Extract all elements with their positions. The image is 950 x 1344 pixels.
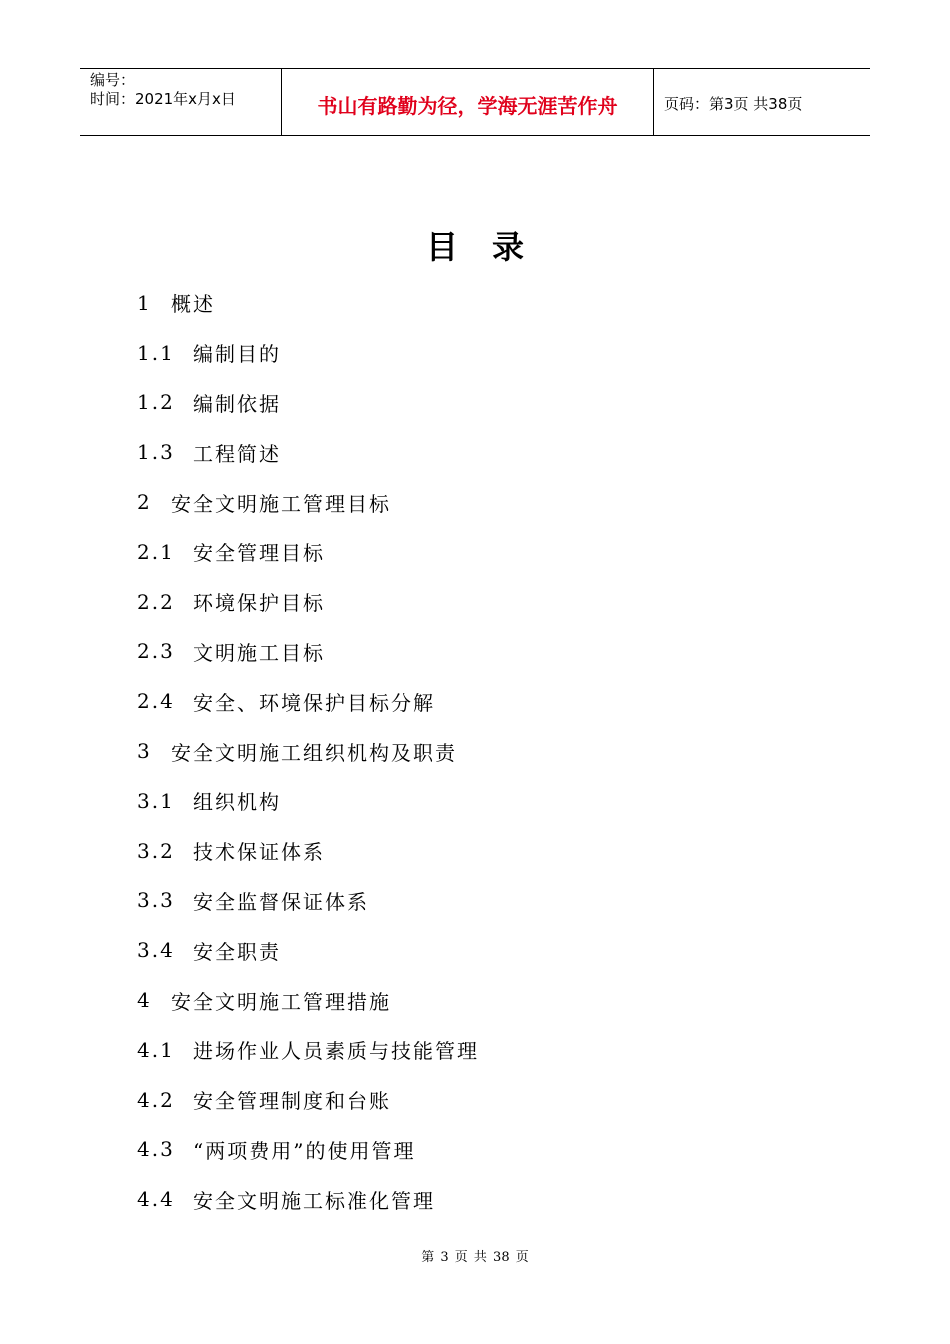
toc-entry-number: 1.3 [137,440,175,465]
toc-entry-number: 3.4 [137,938,175,963]
toc-entry-number: 2.2 [137,589,175,614]
toc-entry-number: 1.1 [137,340,175,365]
toc-entry[interactable] [137,676,479,726]
toc-entry[interactable] [137,577,479,627]
toc-entry-title: 进场作业人员素质与技能管理 [193,1039,479,1064]
page-header [80,68,870,136]
toc-entry[interactable] [137,278,479,328]
toc-entry-number: 3 [137,739,152,764]
toc-entry-title: 组织机构 [193,790,281,815]
toc-entry-title: 安全文明施工管理措施 [171,989,391,1014]
toc-entry-title: 技术保证体系 [193,840,325,865]
toc-entry[interactable] [137,876,479,926]
toc-entry[interactable] [137,1125,479,1175]
toc-entry-title: 安全监督保证体系 [193,889,369,914]
page-title: 目录 [425,228,558,266]
toc-entry-title: 安全管理目标 [193,541,325,566]
toc-entry-title: 环境保护目标 [193,591,325,616]
toc-entry-title: 安全文明施工组织机构及职责 [171,740,457,765]
toc-entry-number: 4.3 [137,1137,175,1162]
toc-entry[interactable] [137,1025,479,1075]
toc-entry-number: 2.3 [137,639,175,664]
toc-entry[interactable] [137,1075,479,1125]
toc-entry-number: 3.1 [137,788,175,813]
toc-entry[interactable] [137,627,479,677]
toc-entry[interactable] [137,975,479,1025]
toc-entry[interactable] [137,427,479,477]
toc-entry-title: 安全管理制度和台账 [193,1089,391,1114]
toc-entry[interactable] [137,378,479,428]
toc-entry-number: 2.4 [137,689,175,714]
toc-entry-number: 3.2 [137,838,175,863]
page-footer: 第 3 页 共 38 页 [421,1250,529,1265]
toc-entry-title: 编制依据 [193,391,281,416]
document-number-label: 编号： [90,71,136,89]
toc-entry-title: 文明施工目标 [193,640,325,665]
toc-entry-number: 4.1 [137,1037,175,1062]
toc-entry[interactable] [137,477,479,527]
toc-entry[interactable] [137,726,479,776]
header-motto: 书山有路勤为径，学海无涯苦作舟 [282,69,654,135]
header-page-info: 页码：第3页 共38页 [664,94,803,113]
toc-entry-title: 工程简述 [193,441,281,466]
toc-entry-number: 4.2 [137,1087,175,1112]
toc-entry[interactable] [137,776,479,826]
toc-entry[interactable] [137,1174,479,1224]
toc-entry[interactable] [137,527,479,577]
toc-entry-title: 编制目的 [193,342,281,367]
toc-entry-number: 4 [137,988,152,1013]
toc-entry[interactable] [137,925,479,975]
toc-entry[interactable] [137,826,479,876]
table-of-contents [137,278,479,1224]
toc-entry-number: 2 [137,490,152,515]
toc-entry-number: 4.4 [137,1187,175,1212]
toc-entry-title: 概述 [171,292,215,317]
toc-entry-title: 安全、环境保护目标分解 [193,690,435,715]
toc-entry-title: “两项费用”的使用管理 [193,1138,416,1163]
header-meta [80,69,282,135]
toc-entry-number: 1 [137,290,152,315]
toc-entry-title: 安全职责 [193,939,281,964]
document-time-label: 时间：2021年x月x日 [90,90,236,108]
toc-entry-number: 1.2 [137,390,175,415]
toc-entry-number: 2.1 [137,539,175,564]
toc-entry-title: 安全文明施工管理目标 [171,491,391,516]
toc-entry-number: 3.3 [137,888,175,913]
toc-entry[interactable] [137,328,479,378]
toc-entry-title: 安全文明施工标准化管理 [193,1188,435,1213]
